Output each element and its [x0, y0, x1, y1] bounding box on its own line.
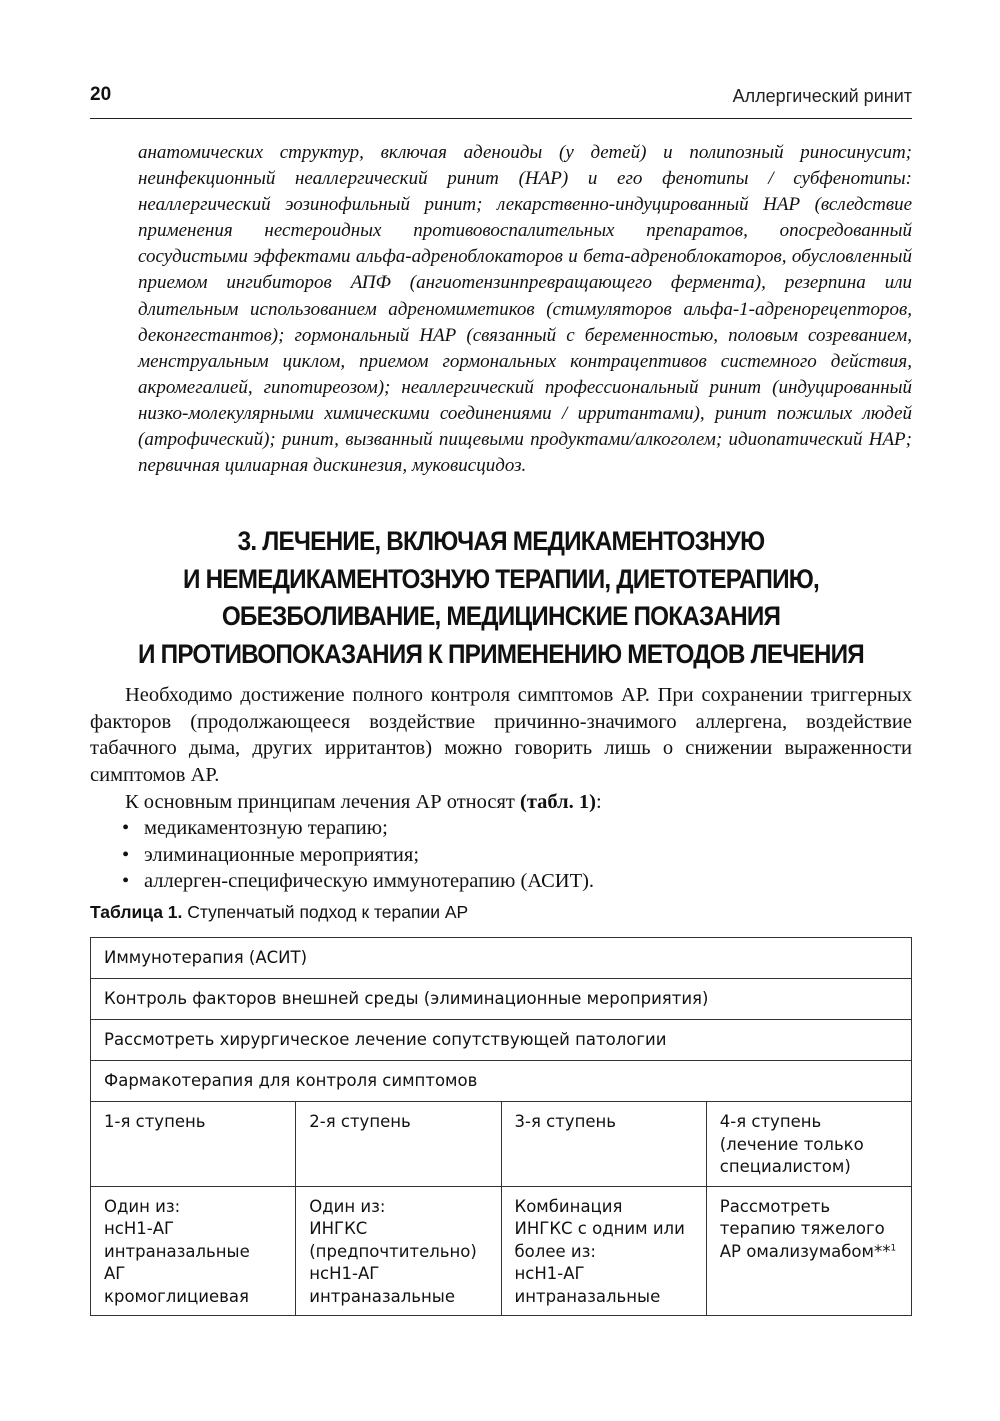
principles-colon: : — [595, 791, 602, 813]
step-1-header: 1-я ступень — [91, 1102, 296, 1187]
list-item: • элиминационные мероприятия; — [122, 842, 912, 869]
surgery-cell: Рассмотреть хирургическое лечение сопутствующей патологии — [91, 1020, 912, 1061]
section-heading — [131, 523, 871, 673]
table-row — [91, 1102, 912, 1187]
page-number: 20 — [90, 84, 112, 105]
table-row — [91, 1020, 912, 1061]
list-item: • медикаментозную терапию; — [122, 815, 912, 842]
treatment-principles-list — [122, 815, 912, 895]
step-1-line: интраназальные — [104, 1241, 250, 1261]
table-reference: (табл. 1) — [520, 791, 596, 813]
step-2-cell — [296, 1186, 501, 1316]
step-1-line: нсН1-АГ — [104, 1219, 175, 1238]
immunotherapy-cell: Иммунотерапия (АСИТ) — [91, 938, 912, 979]
section-heading-line-2: И НЕМЕДИКАМЕНТОЗНУЮ ТЕРАПИИ, ДИЕТОТЕРАПИЮ, — [183, 563, 819, 594]
footnote-marker: 1 — [890, 1243, 897, 1253]
stepwise-therapy-table — [90, 937, 912, 1316]
table-row — [91, 979, 912, 1020]
table-row — [91, 1186, 912, 1316]
step-2-line: интраназальные — [309, 1286, 455, 1306]
page-header — [90, 82, 912, 119]
step-1-line: кромоглициевая — [104, 1286, 249, 1306]
principles-text: К основным принципам лечения АР относят — [125, 791, 521, 813]
step-4-text: Рассмотреть терапию тяжелого АР омализумабом** — [719, 1196, 891, 1261]
running-title: Аллергический ринит — [732, 86, 912, 106]
step-1-cell — [91, 1186, 296, 1316]
table-row — [91, 938, 912, 979]
table-row — [91, 1061, 912, 1102]
step-2-line: Один из: — [309, 1196, 386, 1216]
step-4-header: 4-я ступень (лечение только специалистом) — [706, 1102, 911, 1187]
treatment-principles-paragraph — [90, 789, 912, 816]
step-3-line: Комбинация — [514, 1196, 623, 1216]
step-1-line: АГ — [104, 1264, 126, 1283]
pharmacotherapy-cell: Фармакотерапия для контроля симптомов — [91, 1061, 912, 1102]
treatment-goal-paragraph: Необходимо достижение полного контроля симптомов АР. При сохранении триггерных факторов (продолжающееся воздействие причинно-значимого аллергена, воздействие табачного дыма, других ирритантов) можно говорить лишь о снижении выраженности симптомов АР. — [90, 684, 912, 787]
step-3-cell — [501, 1186, 706, 1316]
step-4-cell — [706, 1186, 911, 1316]
step-3-line: ИНГКС с одним или более из: — [514, 1219, 685, 1261]
list-item: • аллерген-специфическую иммунотерапию (АСИТ). — [122, 868, 912, 895]
step-3-line: нсН1-АГ — [514, 1264, 585, 1283]
step-3-header: 3-я ступень — [501, 1102, 706, 1187]
table-caption-text: Ступенчатый подход к терапии АР — [182, 902, 469, 922]
environment-control-cell: Контроль факторов внешней среды (элиминационные мероприятия) — [91, 979, 912, 1020]
section-heading-line-4: И ПРОТИВОПОКАЗАНИЯ К ПРИМЕНЕНИЮ МЕТОДОВ ЛЕЧЕНИЯ — [138, 638, 864, 669]
section-heading-line-1: 3. ЛЕЧЕНИЕ, ВКЛЮЧАЯ МЕДИКАМЕНТОЗНУЮ — [237, 526, 765, 556]
table-caption — [90, 902, 468, 923]
step-2-line: ИНГКС (предпочтительно) — [309, 1219, 477, 1261]
step-3-line: интраназальные — [514, 1286, 661, 1306]
step-1-line: Один из: — [104, 1196, 181, 1216]
step-2-line: нсН1-АГ — [309, 1264, 380, 1283]
table-caption-label: Таблица 1. — [90, 902, 183, 922]
differential-list-paragraph: анатомических структур, включая аденоиды (у детей) и полипозный риносинусит; неинфекционный неаллергический ринит (НАР) и его фенотипы / субфенотипы: неаллергический эозинофильный ринит; лекарственно-индуцированный НАР (вследствие применения нестероидных противовоспалительных препаратов, опосредованный сосудистыми эффектами альфа-адреноблокаторов и бета-адреноблокаторов, обусловленный приемом ингибиторов АПФ (ангиотензинпревращающего фермента), резерпина или длительным использованием адреномиметиков (стимуляторов альфа-1-адренорецепторов, деконгестантов); гормональный НАР (связанный с беременностью, половым созреванием, менструальным циклом, приемом гормональных контрацептивов системного действия, акромегалией, гипотиреозом); неаллергический профессиональный ринит (индуцированный низко-молекулярными химическими соединениями / ирритантами), ринит пожилых людей (атрофический); ринит, вызванный пищевыми продуктами/алкоголем; идиопатический НАР; первичная цилиарная дискинезия, муковисцидоз. — [138, 142, 912, 477]
step-2-header: 2-я ступень — [296, 1102, 501, 1187]
section-heading-line-3: ОБЕЗБОЛИВАНИЕ, МЕДИЦИНСКИЕ ПОКАЗАНИЯ — [221, 601, 781, 631]
